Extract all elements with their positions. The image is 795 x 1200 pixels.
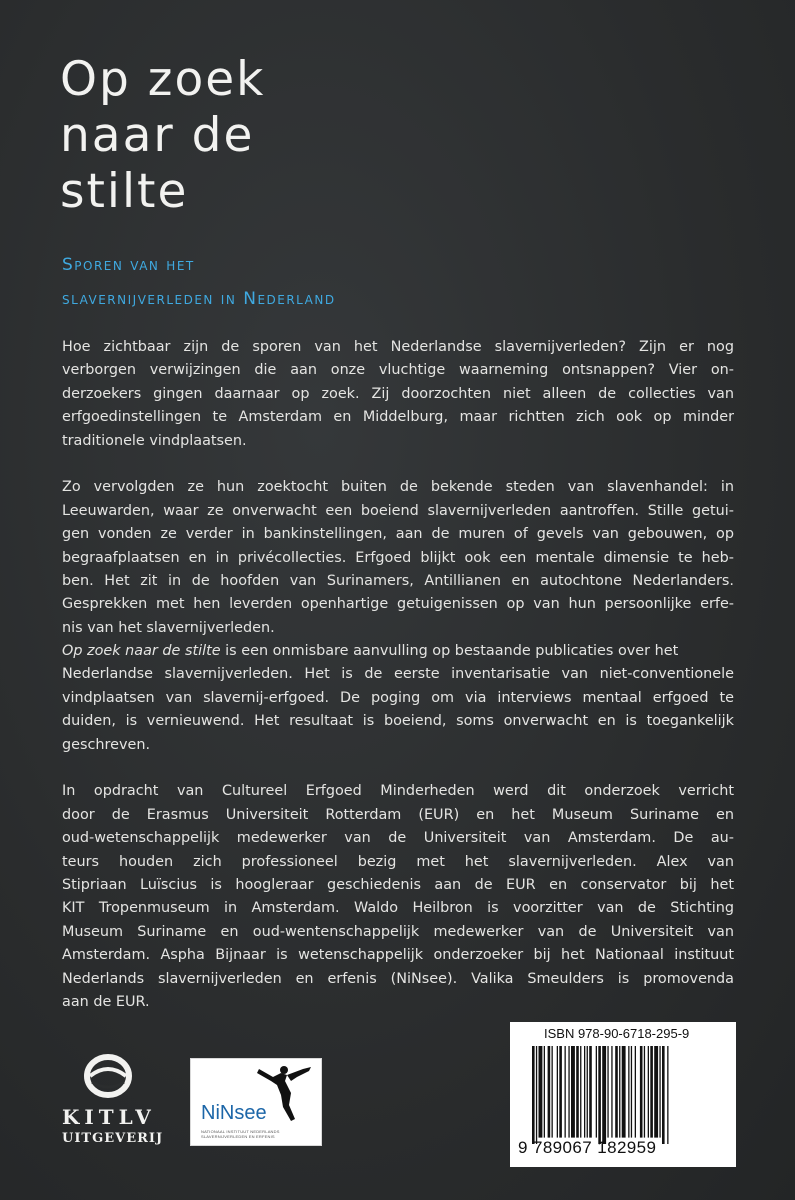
barcode-bar	[568, 1046, 569, 1138]
text-line: Leeuwarden, waar ze onverwacht een boeiend slavernijverleden aantroffen. Stille getui-	[62, 502, 734, 519]
ninsee-tagline: NATIONAAL INSTITUUT NEDERLANDS SLAVERNIJVERLEDEN EN ERFENIS	[201, 1129, 280, 1139]
barcode-bar	[662, 1046, 665, 1144]
barcode-bar	[544, 1046, 545, 1138]
barcode-bar	[598, 1046, 601, 1144]
title-line: naar de	[60, 108, 255, 163]
text-fragment: is een onmisbare aanvulling op bestaande publicaties over het	[220, 643, 679, 660]
barcode-bar	[622, 1046, 626, 1138]
barcode-bar	[615, 1046, 618, 1138]
paragraph-2	[62, 476, 734, 640]
text-line: Hoe zichtbaar zijn de sporen van het Nederlandse slavernijverleden? Zijn er nog	[62, 339, 734, 355]
text-line	[62, 640, 734, 663]
text-line: teurs houden zich professioneel bezig met het slavernijverleden. Alex van	[62, 853, 734, 870]
text-line: KIT Tropenmuseum in Amsterdam. Waldo Heilbron is voorzitter van de Stichting	[62, 900, 734, 917]
barcode-bar	[650, 1046, 653, 1138]
text-line: begraafplaatsen en in privécollecties. Erfgoed blijkt ook een mentale dimensie te heb-	[62, 549, 734, 566]
barcode-bar	[539, 1046, 543, 1138]
barcode-bar	[640, 1046, 643, 1138]
ninsee-logo	[190, 1058, 322, 1146]
barcode-digits: 9 789067 182959	[518, 1138, 657, 1157]
isbn-barcode	[510, 1022, 736, 1167]
barcode-bar	[596, 1046, 597, 1138]
paragraph-4	[62, 780, 734, 1014]
text-line: aan de EUR.	[62, 993, 150, 1010]
barcode-bar	[631, 1046, 632, 1138]
book-subtitle	[62, 248, 336, 316]
text-line: nis van het slavernijverleden.	[62, 619, 275, 636]
text-line: Nederlandse slavernijverleden. Het is de eerste inventarisatie van niet-conventionele	[62, 666, 734, 683]
barcode-bar	[648, 1046, 649, 1138]
text-line: Museum Suriname en oud-wentenschappelijk medewerker van de Universiteit van	[62, 923, 734, 940]
barcode-bar	[557, 1046, 558, 1138]
barcode-bar	[644, 1046, 645, 1138]
text-line: gen vonden ze verder in bankinstellingen, aan de muren of gevels van gebouwen, op	[62, 526, 734, 543]
barcode-bar	[548, 1046, 551, 1138]
text-line: door de Erasmus Universiteit Rotterdam (EUR) en het Museum Suriname en	[62, 806, 734, 823]
barcode-bar	[565, 1046, 566, 1138]
barcode-bar	[635, 1046, 636, 1138]
barcode-bar	[607, 1046, 608, 1138]
text-line: ben. Het zit in de hoofden van Surinamers, Antillianen en autochtone Nederlanders.	[62, 572, 734, 589]
barcode-bar	[576, 1046, 579, 1138]
title-line: stilte	[60, 164, 189, 219]
subtitle-line: slavernijverleden in Nederland	[62, 289, 336, 309]
text-line: Stipriaan Luïscius is hoogleraar geschiedenis aan de EUR en conservator bij het	[62, 876, 734, 893]
kitlv-imprint: UITGEVERIJ	[62, 1131, 164, 1146]
text-line: vindplaatsen van slavernij-erfgoed. De poging om via interviews mentaal erfgoed te	[62, 689, 734, 706]
text-line: erfgoedinstellingen te Amsterdam en Middelburg, maar richtten zich ook op minder	[62, 409, 734, 426]
text-line: geschreven.	[62, 736, 151, 753]
text-line: duiden, is vernieuwend. Het resultaat is boeiend, soms onverwacht en is toegankelijk	[62, 713, 734, 730]
kitlv-emblem-icon	[82, 1052, 134, 1100]
barcode-bar	[628, 1046, 629, 1138]
barcode-bar	[667, 1046, 668, 1144]
kitlv-name: KITLV	[62, 1105, 156, 1129]
paragraph-3	[62, 640, 734, 757]
barcode-bar	[654, 1046, 658, 1138]
text-line: Zo vervolgden ze hun zoektocht buiten de bekende steden van slavenhandel: in	[62, 479, 734, 496]
barcode-bar	[536, 1046, 537, 1144]
subtitle-line: Sporen van het	[62, 255, 195, 275]
kitlv-logo	[62, 1052, 182, 1162]
text-line: verborgen verwijzingen die aan onze vluchtige waarneming ontsnappen? Vier on-	[62, 362, 734, 379]
book-title-reference: Op zoek naar de stilte	[62, 643, 221, 660]
barcode-bar	[659, 1046, 660, 1138]
barcode-bar	[559, 1046, 562, 1138]
text-line: derzoekers gingen daarnaar op zoek. Zij doorzochten niet alleen de collecties van	[62, 385, 734, 402]
barcode-bar	[619, 1046, 620, 1138]
book-title	[60, 52, 265, 220]
text-line: Nederlands slavernijverleden en erfenis (NiNsee). Valika Smeulders is promovenda	[62, 970, 734, 987]
blurb	[62, 336, 734, 1014]
ninsee-name: NiNsee	[201, 1102, 267, 1124]
barcode-bar	[602, 1046, 606, 1144]
barcode-bar	[589, 1046, 592, 1138]
text-line: traditionele vindplaatsen.	[62, 432, 247, 449]
barcode-bar	[587, 1046, 588, 1138]
text-line: In opdracht van Cultureel Erfgoed Minderheden werd dit onderzoek verricht	[62, 783, 734, 800]
text-line: Gesprekken met hen leverden openhartige getuigenissen op van hun persoonlijke erfe-	[62, 596, 734, 613]
barcode-bar	[611, 1046, 612, 1138]
barcode-bar	[571, 1046, 575, 1138]
barcode-bar	[584, 1046, 585, 1138]
barcode-bar	[580, 1046, 581, 1138]
paragraph-1	[62, 336, 734, 453]
title-line: Op zoek	[60, 52, 266, 107]
text-line: oud-wetenschappelijk medewerker van de Universiteit van Amsterdam. De au-	[62, 830, 734, 847]
barcode-bar	[552, 1046, 553, 1138]
barcode-icon	[530, 1046, 726, 1144]
barcode-bar	[532, 1046, 535, 1144]
isbn-label: ISBN 978-90-6718-295-9	[544, 1026, 690, 1041]
text-line: Amsterdam. Aspha Bijnaar is wetenschappelijk onderzoeker bij het Nationaal instituut	[62, 947, 734, 964]
